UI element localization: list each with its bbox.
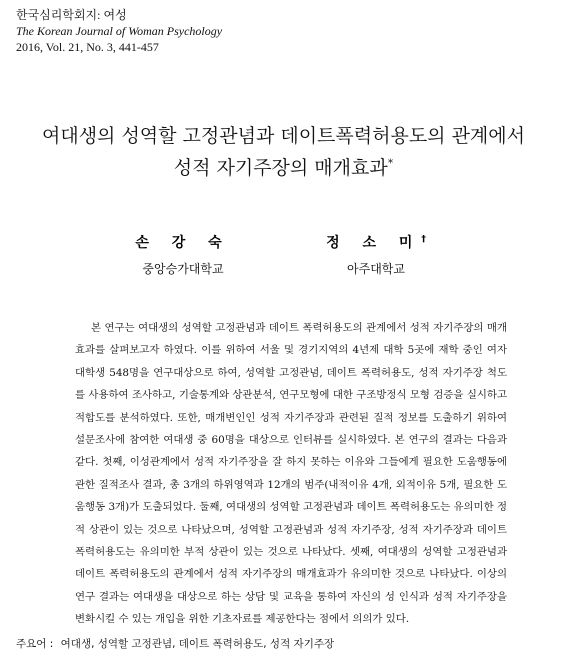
author-2-name-line: [296, 232, 456, 254]
paper-title: [0, 120, 567, 184]
journal-korean-name: 한국심리학회지: 여성: [16, 8, 127, 22]
keywords-text: 여대생, 성역할 고정관념, 데이트 폭력허용도, 성적 자기주장: [60, 638, 335, 650]
author-1-name: 손 강 숙: [135, 235, 231, 251]
title-line-1: 여대생의 성역할 고정관념과 데이트폭력허용도의 관계에서: [41, 125, 525, 147]
title-line-2: [0, 152, 567, 184]
author-2-affiliation: 아주대학교: [347, 262, 405, 276]
author-2: [296, 232, 456, 278]
title-line-2-text: 성적 자기주장의 매개효과: [173, 157, 388, 179]
author-2-marker: †: [421, 234, 426, 245]
author-1-affiliation: 중앙승가대학교: [142, 262, 224, 276]
author-1-name-line: [103, 232, 263, 254]
journal-english-name: The Korean Journal of Woman Psychology: [16, 24, 223, 38]
author-1: [103, 232, 263, 278]
journal-citation: 2016, Vol. 21, No. 3, 441-457: [16, 40, 159, 54]
title-footnote-marker: *: [387, 156, 394, 170]
keywords: [16, 636, 334, 652]
abstract: 본 연구는 여대생의 성역할 고정관념과 데이트 폭력허용도의 관계에서 성적 자기주장의 매개효과를 살펴보고자 하였다. 이를 위하여 서울 및 경기지역의 4년제 대학 5곳에 재학 중인 여자 대학생 548명을 연구대상으로 하여, 성역할 고정관념, 데이트 폭력허용도, 성적 자기주장 척도를 사용하여 조사하고, 기술통계와 상관분석, 연구모형에 대한 구조방정식 모형 검증을 실시하고 적합도를 분석하였다. 또한, 매개변인인 성적 자기주장과 관련된 질적 정보를 도출하기 위하여 설문조사에 참여한 여대생 중 60명을 대상으로 인터뷰를 실시하였다. 본 연구의 결과는 다음과 같다. 첫째, 이성관계에서 성적 자기주장을 잘 하지 못하는 이유와 그들에게 필요한 도움행동에 관한 질적조사 결과, 총 3개의 하위영역과 12개의 범주(내적이유 4개, 외적이유 5개, 필요한 도움행동 3개)가 도출되었다. 둘째, 여대생의 성역할 고정관념과 데이트 폭력허용도는 유의미한 정적 상관이 있는 것으로 나타났으며, 성역할 고정관념과 성적 자기주장, 성적 자기주장과 데이트 폭력허용도는 유의미한 부적 상관이 있는 것으로 나타났다. 셋째, 여대생의 성역할 고정관념과 데이트 폭력허용도의 관계에서 성적 자기주장의 매개효과가 유의미한 것으로 나타났다. 이상의 연구 결과는 여대생을 대상으로 하는 상담 및 교육을 통하여 자신의 성 인식과 성적 자기주장을 변화시킬 수 있는 개입을 위한 기초자료를 제공한다는 점에서 의의가 있다.: [75, 322, 508, 626]
journal-header: [16, 7, 222, 55]
keywords-label: 주요어 :: [16, 638, 54, 650]
author-2-name: 정 소 미: [326, 235, 422, 251]
